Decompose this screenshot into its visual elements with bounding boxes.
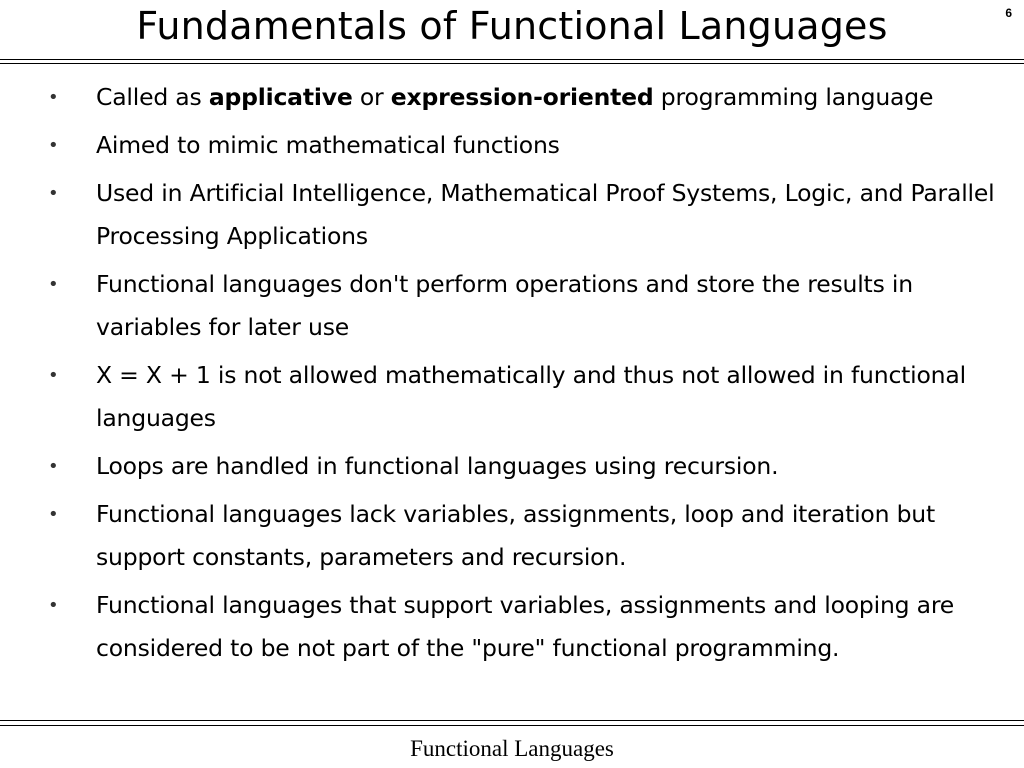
bullet-text: Loops are handled in functional languages using recursion. [96, 452, 779, 480]
bullet-item-not-pure [44, 584, 1014, 670]
bullet-dot-icon: • [48, 183, 59, 204]
bullet-item-applicative [44, 76, 1014, 119]
footer-divider-line-secondary [0, 725, 1024, 726]
bullet-text-bold-expression-oriented: expression-oriented [390, 83, 654, 111]
bullet-text: Aimed to mimic mathematical functions [96, 131, 560, 159]
bullet-text: Functional languages that support variables, assignments and looping are considered to be not part of the "pure" functional programming. [96, 591, 955, 662]
bullet-text-middle: or [352, 83, 391, 111]
header-divider-line [0, 59, 1024, 60]
page-number: 6 [1005, 6, 1012, 20]
bullet-text-prefix: Called as [96, 83, 209, 111]
bullet-dot-icon: • [48, 87, 59, 108]
bullet-dot-icon: • [48, 595, 59, 616]
bullet-dot-icon: • [48, 274, 59, 295]
bullet-text: Functional languages don't perform operations and store the results in variables for later use [96, 270, 913, 341]
bullet-item-x-equals [44, 354, 1014, 440]
bullet-item-no-store [44, 263, 1014, 349]
header-divider-line-secondary [0, 63, 1024, 64]
bullet-item-lack-variables [44, 493, 1014, 579]
bullet-list [44, 76, 1014, 675]
bullet-text-bold-applicative: applicative [208, 83, 353, 111]
bullet-item-mimic [44, 124, 1014, 167]
bullet-text: Used in Artificial Intelligence, Mathematical Proof Systems, Logic, and Parallel Processing Applications [96, 179, 995, 250]
footer-divider-line [0, 720, 1024, 721]
bullet-dot-icon: • [48, 456, 59, 477]
bullet-dot-icon: • [48, 365, 59, 386]
footer-title: Functional Languages [410, 736, 614, 761]
bullet-text-suffix: programming language [653, 83, 934, 111]
bullet-dot-icon: • [48, 504, 59, 525]
bullet-text: Functional languages lack variables, assignments, loop and iteration but support constants, parameters and recursion. [96, 500, 935, 571]
bullet-dot-icon: • [48, 135, 59, 156]
bullet-item-loops [44, 445, 1014, 488]
slide-title: Fundamentals of Functional Languages [136, 4, 888, 48]
bullet-item-uses [44, 172, 1014, 258]
bullet-text: X = X + 1 is not allowed mathematically and thus not allowed in functional languages [96, 361, 966, 432]
